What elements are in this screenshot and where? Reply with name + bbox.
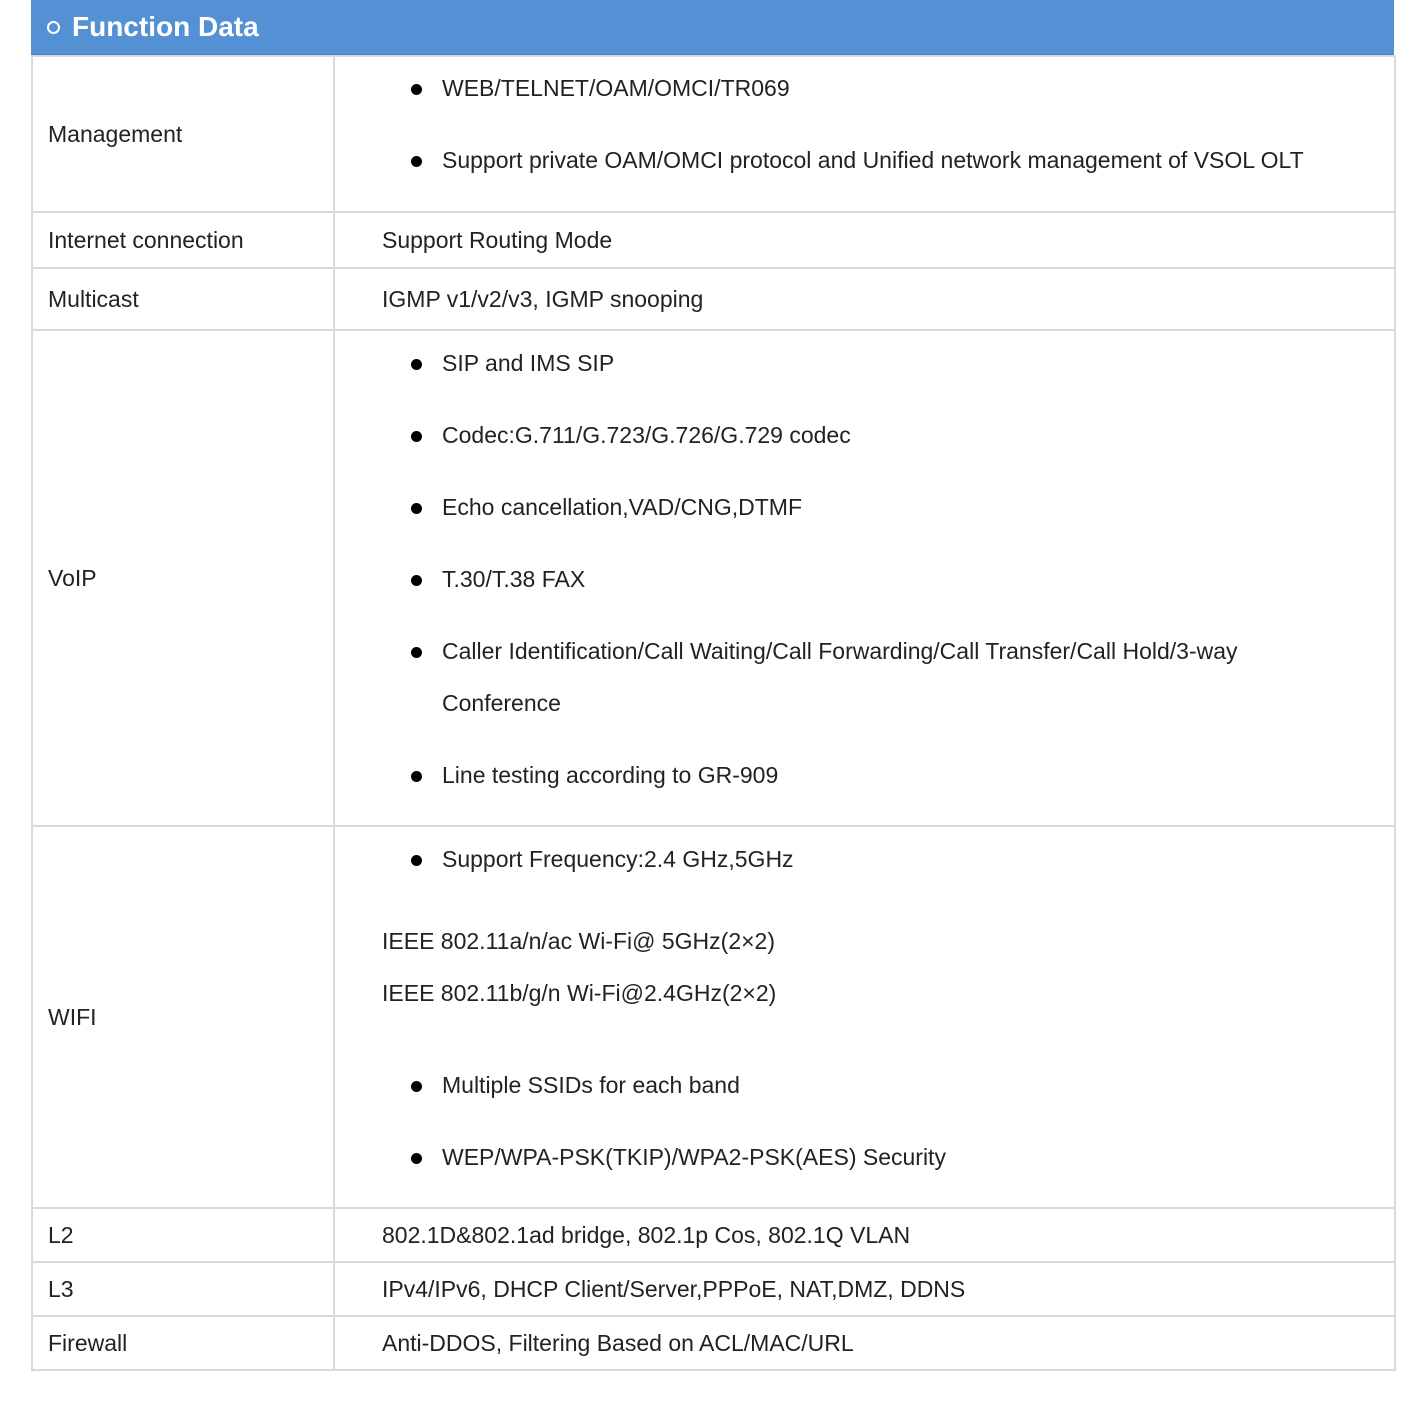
row-label: VoIP [32, 330, 334, 826]
row-label: Internet connection [32, 212, 334, 268]
row-value: Anti-DDOS, Filtering Based on ACL/MAC/URL [334, 1316, 1395, 1370]
list-item: Multiple SSIDs for each band [382, 1059, 1394, 1111]
bullet-icon [411, 503, 422, 514]
list-item: WEP/WPA-PSK(TKIP)/WPA2-PSK(AES) Security [382, 1131, 1394, 1183]
list-item: Codec:G.711/G.723/G.726/G.729 codec [382, 409, 1394, 461]
table-row-internet-connection [32, 212, 1395, 268]
table-row-multicast [32, 268, 1395, 330]
list-item: Caller Identification/Call Waiting/Call Forwarding/Call Transfer/Call Hold/3-way Conference [382, 625, 1242, 729]
row-value [334, 56, 1395, 212]
bullet-icon [411, 647, 422, 658]
section-title: Function Data [72, 11, 259, 42]
bullet-icon [411, 771, 422, 782]
bullet-icon [411, 84, 422, 95]
row-label: Firewall [32, 1316, 334, 1370]
bullet-icon [411, 1081, 422, 1092]
wifi-standard-line: IEEE 802.11b/g/n Wi-Fi@2.4GHz(2×2) [382, 980, 777, 1006]
row-value: Support Routing Mode [334, 212, 1395, 268]
bullet-icon [411, 431, 422, 442]
function-data-section [31, 0, 1394, 1371]
table-row-voip [32, 330, 1395, 826]
row-label: Management [32, 56, 334, 212]
list-item: Line testing according to GR-909 [382, 749, 1394, 801]
spec-table [31, 55, 1396, 1371]
list-item: Support private OAM/OMCI protocol and Unified network management of VSOL OLT [382, 134, 1394, 186]
bullet-icon [411, 156, 422, 167]
table-row-l3 [32, 1262, 1395, 1316]
bullet-icon [411, 1153, 422, 1164]
row-value: IGMP v1/v2/v3, IGMP snooping [334, 268, 1395, 330]
row-label: WIFI [32, 826, 334, 1208]
list-item: T.30/T.38 FAX [382, 553, 1394, 605]
bullet-icon [411, 855, 422, 866]
list-item: SIP and IMS SIP [382, 337, 1394, 389]
circle-bullet-icon [47, 21, 60, 34]
bullet-icon [411, 575, 422, 586]
list-item: Support Frequency:2.4 GHz,5GHz [382, 833, 1394, 885]
table-row-management [32, 56, 1395, 212]
row-label: L2 [32, 1208, 334, 1262]
row-value [334, 826, 1395, 1208]
row-value [334, 330, 1395, 826]
row-label: L3 [32, 1262, 334, 1316]
list-item: WEB/TELNET/OAM/OMCI/TR069 [382, 62, 1394, 114]
table-row-wifi [32, 826, 1395, 1208]
wifi-standard-line: IEEE 802.11a/n/ac Wi-Fi@ 5GHz(2×2) [382, 928, 775, 954]
table-row-l2 [32, 1208, 1395, 1262]
list-item: Echo cancellation,VAD/CNG,DTMF [382, 481, 1394, 533]
row-value: 802.1D&802.1ad bridge, 802.1p Cos, 802.1Q VLAN [334, 1208, 1395, 1262]
row-value: IPv4/IPv6, DHCP Client/Server,PPPoE, NAT,DMZ, DDNS [334, 1262, 1395, 1316]
row-label: Multicast [32, 268, 334, 330]
bullet-icon [411, 359, 422, 370]
section-header [31, 0, 1394, 55]
table-row-firewall [32, 1316, 1395, 1370]
